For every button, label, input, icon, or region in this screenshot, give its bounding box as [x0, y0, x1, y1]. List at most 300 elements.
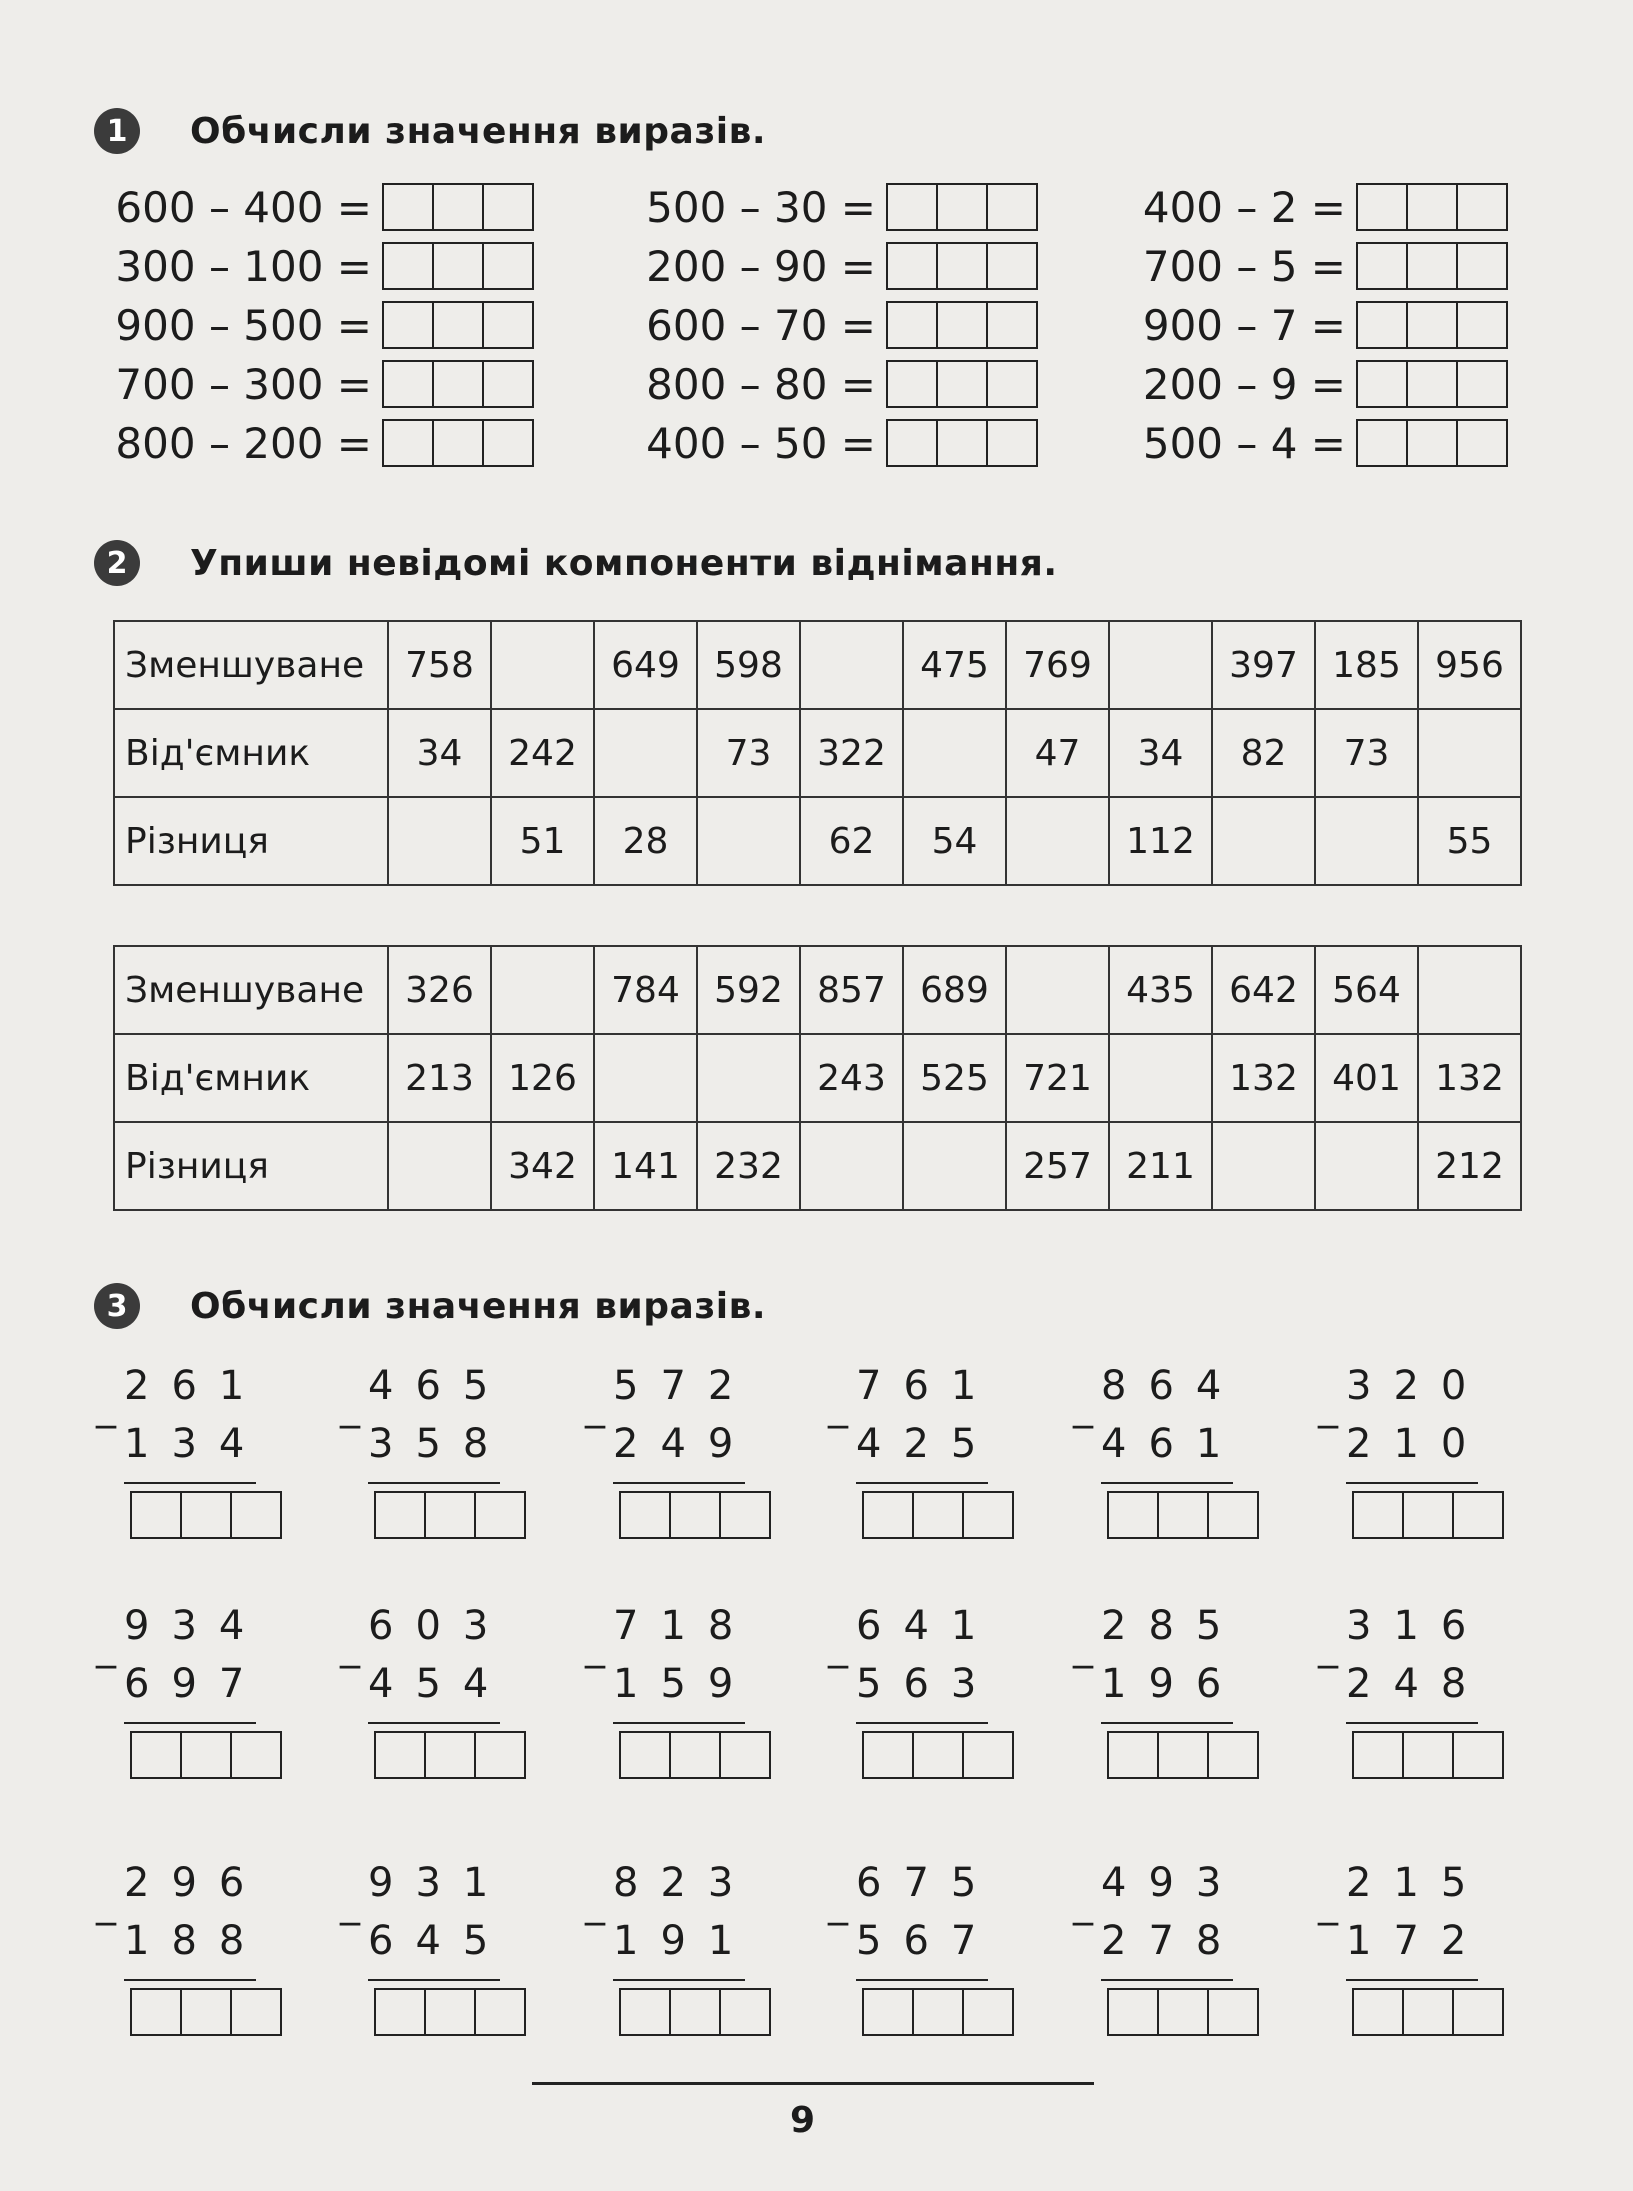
- value-cell: 211: [1109, 1122, 1212, 1210]
- answer-digit-box[interactable]: [1452, 1493, 1502, 1537]
- answer-boxes[interactable]: [374, 1731, 526, 1779]
- value-cell: 435: [1109, 946, 1212, 1034]
- expression-row: [1143, 359, 1508, 409]
- minuend: 761: [856, 1363, 999, 1409]
- result-line: [1101, 1722, 1233, 1724]
- value-cell: 34: [388, 709, 491, 797]
- answer-boxes[interactable]: [1352, 1491, 1504, 1539]
- subtrahend: 159: [613, 1661, 756, 1707]
- minuend: 261: [124, 1363, 267, 1409]
- answer-digit-box[interactable]: [669, 1493, 719, 1537]
- answer-boxes[interactable]: [1356, 419, 1508, 467]
- column-subtraction: [1318, 1860, 1489, 2035]
- answer-digit-box[interactable]: [132, 1990, 180, 2034]
- answer-digit-box[interactable]: [230, 1733, 280, 1777]
- answer-digit-box[interactable]: [1354, 1493, 1402, 1537]
- value-cell: 857: [800, 946, 903, 1034]
- column-subtraction: [96, 1860, 267, 2035]
- minus-sign: _: [1318, 1623, 1338, 1669]
- expression-text: 200 – 90 =: [646, 241, 876, 291]
- answer-digit-box[interactable]: [1452, 1733, 1502, 1777]
- answer-digit-box[interactable]: [384, 362, 432, 406]
- answer-digit-box[interactable]: [1406, 303, 1456, 347]
- value-cell: 475: [903, 621, 1006, 709]
- value-cell: 689: [903, 946, 1006, 1034]
- expression-text: 900 – 7 =: [1142, 300, 1346, 350]
- answer-boxes[interactable]: [862, 1491, 1014, 1539]
- answer-boxes[interactable]: [862, 1731, 1014, 1779]
- answer-digit-box[interactable]: [1157, 1733, 1207, 1777]
- answer-boxes[interactable]: [886, 183, 1038, 231]
- answer-digit-box[interactable]: [432, 362, 482, 406]
- answer-digit-box[interactable]: [1406, 244, 1456, 288]
- column-subtraction: [1073, 1363, 1244, 1538]
- minus-sign: _: [340, 1623, 360, 1669]
- value-cell: 132: [1212, 1034, 1315, 1122]
- value-cell: 397: [1212, 621, 1315, 709]
- value-cell: 769: [1006, 621, 1109, 709]
- answer-digit-box[interactable]: [376, 1733, 424, 1777]
- result-line: [1101, 1482, 1233, 1484]
- expression-text: 700 – 300 =: [115, 359, 372, 409]
- expression-row: [646, 418, 1038, 468]
- answer-digit-box[interactable]: [1358, 244, 1406, 288]
- answer-digit-box[interactable]: [1358, 362, 1406, 406]
- subtrahend: 249: [613, 1421, 756, 1467]
- subtrahend: 697: [124, 1661, 267, 1707]
- empty-answer-cell[interactable]: [1315, 1122, 1418, 1210]
- expression-text: 300 – 100 =: [115, 241, 372, 291]
- value-cell: 28: [594, 797, 697, 885]
- subtrahend: 567: [856, 1918, 999, 1964]
- row-label: Зменшуване: [114, 621, 388, 709]
- empty-answer-cell[interactable]: [1315, 797, 1418, 885]
- result-line: [856, 1722, 988, 1724]
- expression-text: 800 – 80 =: [646, 359, 876, 409]
- answer-digit-box[interactable]: [888, 185, 936, 229]
- answer-digit-box[interactable]: [1157, 1493, 1207, 1537]
- expression-row: [1143, 241, 1508, 291]
- answer-boxes[interactable]: [382, 183, 534, 231]
- value-cell: 73: [697, 709, 800, 797]
- value-cell: 257: [1006, 1122, 1109, 1210]
- answer-digit-box[interactable]: [1406, 421, 1456, 465]
- answer-digit-box[interactable]: [1402, 1493, 1452, 1537]
- expression-row: [1143, 418, 1508, 468]
- subtrahend: 358: [368, 1421, 511, 1467]
- answer-digit-box[interactable]: [1157, 1990, 1207, 2034]
- answer-boxes[interactable]: [1356, 242, 1508, 290]
- subtrahend: 425: [856, 1421, 999, 1467]
- column-subtraction: [96, 1603, 267, 1778]
- result-line: [124, 1979, 256, 1981]
- value-cell: 112: [1109, 797, 1212, 885]
- answer-digit-box[interactable]: [986, 362, 1036, 406]
- subtraction-components-table-1: [113, 620, 1522, 886]
- value-cell: 126: [491, 1034, 594, 1122]
- answer-boxes[interactable]: [130, 1731, 282, 1779]
- answer-digit-box[interactable]: [1109, 1493, 1157, 1537]
- answer-digit-box[interactable]: [482, 185, 532, 229]
- expression-row: [1143, 182, 1508, 232]
- empty-answer-cell[interactable]: [800, 621, 903, 709]
- expression-text: 800 – 200 =: [115, 418, 372, 468]
- answer-boxes[interactable]: [886, 242, 1038, 290]
- answer-digit-box[interactable]: [384, 185, 432, 229]
- answer-digit-box[interactable]: [474, 1990, 524, 2034]
- empty-answer-cell[interactable]: [1212, 797, 1315, 885]
- answer-digit-box[interactable]: [1207, 1733, 1257, 1777]
- minus-sign: _: [1073, 1623, 1093, 1669]
- answer-digit-box[interactable]: [888, 303, 936, 347]
- answer-digit-box[interactable]: [482, 244, 532, 288]
- answer-digit-box[interactable]: [719, 1493, 769, 1537]
- answer-digit-box[interactable]: [936, 185, 986, 229]
- empty-answer-cell[interactable]: [388, 797, 491, 885]
- answer-digit-box[interactable]: [936, 303, 986, 347]
- answer-digit-box[interactable]: [962, 1733, 1012, 1777]
- answer-digit-box[interactable]: [384, 244, 432, 288]
- value-cell: 242: [491, 709, 594, 797]
- answer-boxes[interactable]: [382, 360, 534, 408]
- task-3-header: [94, 1283, 766, 1329]
- column-subtraction: [340, 1603, 511, 1778]
- expression-row: [115, 241, 534, 291]
- answer-digit-box[interactable]: [376, 1493, 424, 1537]
- column-subtraction: [585, 1363, 756, 1538]
- answer-digit-box[interactable]: [230, 1990, 280, 2034]
- expression-row: [646, 300, 1038, 350]
- subtrahend: 461: [1101, 1421, 1244, 1467]
- empty-answer-cell[interactable]: [1109, 1034, 1212, 1122]
- task-1-title: Обчисли значення виразів.: [190, 110, 767, 152]
- answer-digit-box[interactable]: [1452, 1990, 1502, 2034]
- answer-boxes[interactable]: [886, 419, 1038, 467]
- value-cell: 721: [1006, 1034, 1109, 1122]
- answer-boxes[interactable]: [130, 1491, 282, 1539]
- answer-boxes[interactable]: [619, 1491, 771, 1539]
- expression-row: [646, 182, 1038, 232]
- answer-digit-box[interactable]: [888, 421, 936, 465]
- subtrahend: 563: [856, 1661, 999, 1707]
- answer-digit-box[interactable]: [621, 1733, 669, 1777]
- answer-boxes[interactable]: [1356, 360, 1508, 408]
- answer-digit-box[interactable]: [669, 1990, 719, 2034]
- row-label: Різниця: [114, 797, 388, 885]
- value-cell: 34: [1109, 709, 1212, 797]
- result-line: [124, 1482, 256, 1484]
- empty-answer-cell[interactable]: [594, 1034, 697, 1122]
- value-cell: 232: [697, 1122, 800, 1210]
- answer-boxes[interactable]: [886, 301, 1038, 349]
- answer-digit-box[interactable]: [482, 421, 532, 465]
- value-cell: 598: [697, 621, 800, 709]
- subtrahend: 278: [1101, 1918, 1244, 1964]
- answer-digit-box[interactable]: [180, 1493, 230, 1537]
- answer-digit-box[interactable]: [719, 1990, 769, 2034]
- table-row: [114, 797, 1521, 885]
- answer-boxes[interactable]: [1356, 183, 1508, 231]
- answer-digit-box[interactable]: [962, 1990, 1012, 2034]
- expression-text: 500 – 4 =: [1142, 418, 1346, 468]
- subtrahend: 645: [368, 1918, 511, 1964]
- answer-digit-box[interactable]: [888, 362, 936, 406]
- answer-digit-box[interactable]: [986, 244, 1036, 288]
- expression-row: [115, 182, 534, 232]
- value-cell: 243: [800, 1034, 903, 1122]
- subtraction-components-table-2: [113, 945, 1522, 1211]
- table-row: [114, 1034, 1521, 1122]
- subtrahend: 196: [1101, 1661, 1244, 1707]
- value-cell: 212: [1418, 1122, 1521, 1210]
- answer-digit-box[interactable]: [962, 1493, 1012, 1537]
- answer-digit-box[interactable]: [1402, 1990, 1452, 2034]
- value-cell: 82: [1212, 709, 1315, 797]
- column-subtraction: [1073, 1603, 1244, 1778]
- expression-row: [646, 241, 1038, 291]
- minus-sign: _: [96, 1383, 116, 1429]
- value-cell: 592: [697, 946, 800, 1034]
- answer-digit-box[interactable]: [424, 1990, 474, 2034]
- task-1-number-badge: 1: [94, 108, 140, 154]
- table-row: [114, 946, 1521, 1034]
- table-row: [114, 1122, 1521, 1210]
- column-subtraction: [340, 1363, 511, 1538]
- answer-boxes[interactable]: [1352, 1988, 1504, 2036]
- answer-boxes[interactable]: [130, 1988, 282, 2036]
- answer-digit-box[interactable]: [132, 1493, 180, 1537]
- task-2-title: Упиши невідомі компоненти віднімання.: [190, 542, 1058, 584]
- answer-boxes[interactable]: [1107, 1731, 1259, 1779]
- minuend: 316: [1346, 1603, 1489, 1649]
- answer-digit-box[interactable]: [132, 1733, 180, 1777]
- row-label: Зменшуване: [114, 946, 388, 1034]
- answer-digit-box[interactable]: [986, 303, 1036, 347]
- answer-boxes[interactable]: [862, 1988, 1014, 2036]
- empty-answer-cell[interactable]: [594, 709, 697, 797]
- page-number: 9: [790, 2100, 816, 2141]
- answer-digit-box[interactable]: [912, 1990, 962, 2034]
- answer-digit-box[interactable]: [482, 303, 532, 347]
- column-subtraction: [828, 1860, 999, 2035]
- answer-digit-box[interactable]: [986, 185, 1036, 229]
- answer-boxes[interactable]: [374, 1491, 526, 1539]
- answer-digit-box[interactable]: [864, 1733, 912, 1777]
- answer-digit-box[interactable]: [1207, 1990, 1257, 2034]
- answer-digit-box[interactable]: [474, 1493, 524, 1537]
- expression-text: 900 – 500 =: [115, 300, 372, 350]
- minuend: 296: [124, 1860, 267, 1906]
- value-cell: 758: [388, 621, 491, 709]
- answer-boxes[interactable]: [382, 242, 534, 290]
- answer-digit-box[interactable]: [1358, 421, 1406, 465]
- answer-digit-box[interactable]: [1456, 303, 1506, 347]
- empty-answer-cell[interactable]: [1212, 1122, 1315, 1210]
- expression-row: [115, 418, 534, 468]
- minus-sign: _: [1073, 1383, 1093, 1429]
- value-cell: 784: [594, 946, 697, 1034]
- answer-boxes[interactable]: [886, 360, 1038, 408]
- empty-answer-cell[interactable]: [1109, 621, 1212, 709]
- expression-row: [115, 300, 534, 350]
- value-cell: 132: [1418, 1034, 1521, 1122]
- answer-digit-box[interactable]: [1358, 303, 1406, 347]
- task-3-number-badge: 3: [94, 1283, 140, 1329]
- answer-boxes[interactable]: [382, 301, 534, 349]
- answer-digit-box[interactable]: [912, 1493, 962, 1537]
- answer-digit-box[interactable]: [621, 1493, 669, 1537]
- empty-answer-cell[interactable]: [1418, 946, 1521, 1034]
- answer-digit-box[interactable]: [424, 1733, 474, 1777]
- answer-digit-box[interactable]: [1456, 421, 1506, 465]
- minuend: 823: [613, 1860, 756, 1906]
- answer-digit-box[interactable]: [1456, 185, 1506, 229]
- answer-boxes[interactable]: [374, 1988, 526, 2036]
- answer-digit-box[interactable]: [474, 1733, 524, 1777]
- subtrahend: 134: [124, 1421, 267, 1467]
- row-label: Від'ємник: [114, 709, 388, 797]
- answer-digit-box[interactable]: [180, 1990, 230, 2034]
- answer-digit-box[interactable]: [936, 421, 986, 465]
- answer-digit-box[interactable]: [1354, 1990, 1402, 2034]
- column-subtraction: [340, 1860, 511, 2035]
- empty-answer-cell[interactable]: [491, 621, 594, 709]
- answer-boxes[interactable]: [382, 419, 534, 467]
- answer-digit-box[interactable]: [230, 1493, 280, 1537]
- value-cell: 956: [1418, 621, 1521, 709]
- answer-boxes[interactable]: [619, 1988, 771, 2036]
- empty-answer-cell[interactable]: [1418, 709, 1521, 797]
- answer-digit-box[interactable]: [986, 421, 1036, 465]
- minus-sign: _: [96, 1880, 116, 1926]
- answer-digit-box[interactable]: [1358, 185, 1406, 229]
- answer-digit-box[interactable]: [621, 1990, 669, 2034]
- answer-digit-box[interactable]: [432, 303, 482, 347]
- task-1-header: [94, 108, 766, 154]
- answer-digit-box[interactable]: [719, 1733, 769, 1777]
- value-cell: 213: [388, 1034, 491, 1122]
- result-line: [856, 1482, 988, 1484]
- minus-sign: _: [828, 1880, 848, 1926]
- answer-digit-box[interactable]: [384, 421, 432, 465]
- result-line: [1346, 1979, 1478, 1981]
- answer-digit-box[interactable]: [432, 185, 482, 229]
- minuend: 465: [368, 1363, 511, 1409]
- column-subtraction: [96, 1363, 267, 1538]
- answer-digit-box[interactable]: [1456, 244, 1506, 288]
- empty-answer-cell[interactable]: [1006, 946, 1109, 1034]
- answer-digit-box[interactable]: [669, 1733, 719, 1777]
- answer-digit-box[interactable]: [376, 1990, 424, 2034]
- answer-digit-box[interactable]: [1207, 1493, 1257, 1537]
- answer-digit-box[interactable]: [1402, 1733, 1452, 1777]
- result-line: [613, 1722, 745, 1724]
- column-subtraction: [1318, 1603, 1489, 1778]
- minus-sign: _: [585, 1383, 605, 1429]
- value-cell: 55: [1418, 797, 1521, 885]
- task-2-number-badge: 2: [94, 540, 140, 586]
- answer-boxes[interactable]: [1107, 1491, 1259, 1539]
- answer-digit-box[interactable]: [912, 1733, 962, 1777]
- result-line: [1101, 1979, 1233, 1981]
- task-2-header: [94, 540, 1058, 586]
- minus-sign: _: [585, 1880, 605, 1926]
- result-line: [1346, 1482, 1478, 1484]
- answer-digit-box[interactable]: [424, 1493, 474, 1537]
- answer-boxes[interactable]: [1107, 1988, 1259, 2036]
- minus-sign: _: [340, 1880, 360, 1926]
- minuend: 572: [613, 1363, 756, 1409]
- empty-answer-cell[interactable]: [903, 709, 1006, 797]
- answer-digit-box[interactable]: [936, 244, 986, 288]
- expression-text: 500 – 30 =: [646, 182, 876, 232]
- value-cell: 564: [1315, 946, 1418, 1034]
- column-subtraction: [1073, 1860, 1244, 2035]
- empty-answer-cell[interactable]: [1006, 797, 1109, 885]
- subtrahend: 248: [1346, 1661, 1489, 1707]
- subtrahend: 188: [124, 1918, 267, 1964]
- minuend: 320: [1346, 1363, 1489, 1409]
- answer-digit-box[interactable]: [1354, 1733, 1402, 1777]
- subtrahend: 454: [368, 1661, 511, 1707]
- answer-digit-box[interactable]: [384, 303, 432, 347]
- empty-answer-cell[interactable]: [388, 1122, 491, 1210]
- minuend: 603: [368, 1603, 511, 1649]
- answer-digit-box[interactable]: [936, 362, 986, 406]
- expression-text: 400 – 50 =: [646, 418, 876, 468]
- answer-digit-box[interactable]: [180, 1733, 230, 1777]
- answer-digit-box[interactable]: [864, 1990, 912, 2034]
- answer-digit-box[interactable]: [1406, 185, 1456, 229]
- value-cell: 642: [1212, 946, 1315, 1034]
- answer-digit-box[interactable]: [888, 244, 936, 288]
- result-line: [613, 1979, 745, 1981]
- answer-digit-box[interactable]: [1406, 362, 1456, 406]
- answer-digit-box[interactable]: [432, 421, 482, 465]
- value-cell: 322: [800, 709, 903, 797]
- value-cell: 185: [1315, 621, 1418, 709]
- empty-answer-cell[interactable]: [800, 1122, 903, 1210]
- value-cell: 649: [594, 621, 697, 709]
- expression-text: 200 – 9 =: [1142, 359, 1346, 409]
- value-cell: 141: [594, 1122, 697, 1210]
- answer-digit-box[interactable]: [1109, 1990, 1157, 2034]
- empty-answer-cell[interactable]: [697, 1034, 800, 1122]
- empty-answer-cell[interactable]: [903, 1122, 1006, 1210]
- result-line: [368, 1979, 500, 1981]
- answer-digit-box[interactable]: [864, 1493, 912, 1537]
- footer-divider: [532, 2082, 1094, 2085]
- empty-answer-cell[interactable]: [697, 797, 800, 885]
- result-line: [368, 1722, 500, 1724]
- minuend: 864: [1101, 1363, 1244, 1409]
- answer-digit-box[interactable]: [482, 362, 532, 406]
- answer-boxes[interactable]: [1356, 301, 1508, 349]
- answer-boxes[interactable]: [1352, 1731, 1504, 1779]
- empty-answer-cell[interactable]: [491, 946, 594, 1034]
- expression-text: 700 – 5 =: [1142, 241, 1346, 291]
- answer-digit-box[interactable]: [1456, 362, 1506, 406]
- column-subtraction: [828, 1603, 999, 1778]
- result-line: [124, 1722, 256, 1724]
- expression-text: 600 – 70 =: [646, 300, 876, 350]
- value-cell: 342: [491, 1122, 594, 1210]
- answer-digit-box[interactable]: [1109, 1733, 1157, 1777]
- answer-digit-box[interactable]: [432, 244, 482, 288]
- value-cell: 47: [1006, 709, 1109, 797]
- answer-boxes[interactable]: [619, 1731, 771, 1779]
- value-cell: 525: [903, 1034, 1006, 1122]
